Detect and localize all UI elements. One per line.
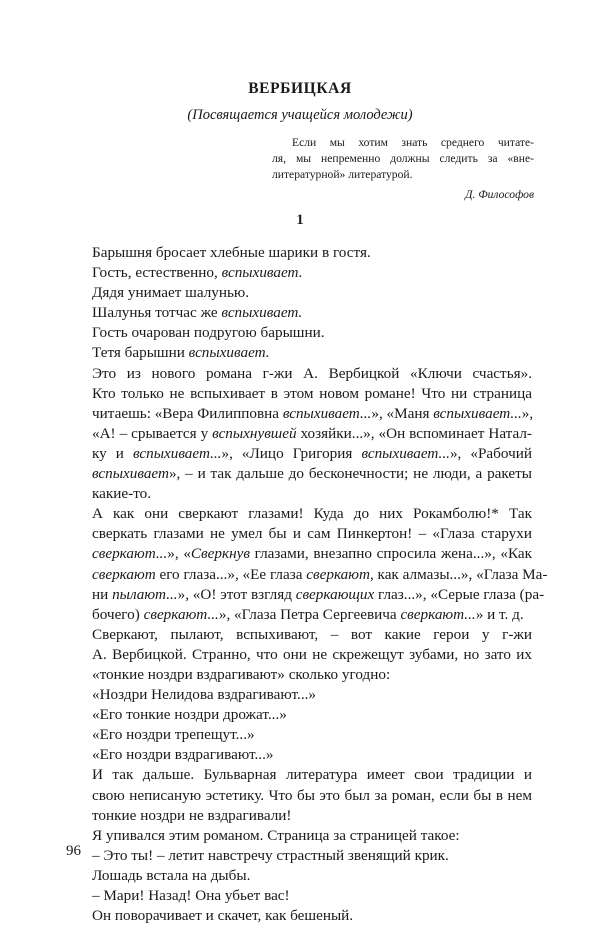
- text-line: [92, 645, 532, 665]
- text-line: [92, 585, 545, 605]
- text-fragment: Я упивался этим романом. Страница за страницей такое:: [92, 826, 460, 844]
- text-line: [92, 384, 532, 404]
- text-fragment: », «Рабочий: [449, 444, 532, 462]
- text-fragment: ни: [92, 585, 113, 603]
- text-fragment: »,: [521, 404, 534, 422]
- italic-fragment: сверкают...: [92, 545, 168, 563]
- text-fragment: свою неписаную эстетику. Что бы это был за роман, если бы в нем: [92, 786, 532, 804]
- text-fragment: », – и так дальше до бесконечности; не люди, а ракеты: [168, 465, 532, 483]
- italic-fragment: вспыхивает...: [282, 404, 372, 422]
- text-line: [92, 323, 532, 343]
- text-line: [92, 705, 532, 725]
- chapter-title: ВЕРБИЦКАЯ: [248, 80, 352, 97]
- epigraph: [272, 135, 534, 183]
- text-fragment: Тетя барышни: [92, 344, 189, 362]
- text-fragment: глазами, внезапно спросила жена...», «Как: [249, 545, 532, 563]
- italic-fragment: вспыхивает...: [433, 404, 522, 422]
- italic-fragment: вспыхивает: [92, 465, 169, 483]
- text-fragment: И так дальше. Бульварная литература имеет свои традиции и: [92, 766, 532, 784]
- text-fragment: «Его ноздри трепещут...»: [92, 726, 255, 744]
- text-line: [92, 685, 532, 705]
- text-line: [92, 424, 532, 444]
- text-fragment: бочего): [92, 605, 144, 623]
- text-line: [92, 765, 532, 785]
- text-fragment: », «Глаза Петра Сергеевича: [218, 605, 401, 623]
- italic-fragment: Сверкнув: [190, 545, 250, 563]
- text-fragment: , как алмазы...», «Глаза Ма-: [369, 565, 548, 583]
- italic-fragment: вспыхивает.: [221, 304, 303, 322]
- text-fragment: », «: [167, 545, 191, 563]
- text-fragment: А. Вербицкой. Странно, что они не скрежещут зубами, но зато их: [92, 645, 532, 663]
- italic-fragment: вспыхивает.: [188, 344, 270, 362]
- text-line: [92, 846, 532, 866]
- text-line: [92, 565, 548, 585]
- text-fragment: какие-то.: [92, 485, 152, 503]
- text-line: [92, 544, 532, 564]
- text-line: [92, 745, 532, 765]
- italic-fragment: вспыхивает...: [361, 444, 450, 462]
- body-text: [92, 243, 548, 926]
- text-line: [92, 826, 532, 846]
- text-fragment: Он поворачивает и скачет, как бешеный.: [92, 907, 354, 925]
- text-fragment: Сверкают, пылают, вспыхивают, – вот какие герои у г-жи: [92, 625, 532, 643]
- text-line: [92, 444, 532, 464]
- text-fragment: «А! – срывается у: [92, 424, 213, 442]
- text-fragment: читаешь: «Вера Филипповна: [92, 404, 283, 422]
- text-line: [92, 303, 532, 323]
- text-line: [92, 725, 532, 745]
- epigraph-line: ля, мы непременно должны следить за «вне-: [272, 152, 534, 165]
- page-number: 96: [66, 843, 81, 859]
- text-line: [92, 786, 532, 806]
- text-fragment: «Его ноздри вздрагивают...»: [92, 746, 274, 764]
- text-line: [92, 504, 532, 524]
- italic-fragment: вспыхивает...: [132, 444, 222, 462]
- text-fragment: тонкие ноздри не вздрагивали!: [92, 806, 292, 824]
- text-fragment: Это из нового романа г-жи А. Вербицкой «Ключи счастья».: [92, 364, 532, 382]
- text-line: [92, 806, 532, 826]
- italic-fragment: сверкают...: [400, 605, 476, 623]
- text-line: [92, 665, 532, 685]
- text-line: [92, 364, 532, 384]
- epigraph-line: литературной» литературой.: [272, 168, 413, 181]
- text-fragment: – Мари! Назад! Она убьет вас!: [92, 887, 290, 904]
- text-fragment: Гость очарован подругою барышни.: [92, 324, 325, 342]
- italic-fragment: сверкают: [306, 565, 370, 583]
- text-fragment: «Его тонкие ноздри дрожат...»: [92, 706, 287, 724]
- text-fragment: » и т. д.: [475, 605, 524, 623]
- text-fragment: хозяйки...», «Он вспоминает Натал-: [296, 424, 532, 442]
- text-fragment: Шалунья тотчас же: [92, 304, 222, 322]
- dedication-subtitle: (Посвящается учащейся молодежи): [187, 107, 413, 123]
- text-fragment: Гость, естественно,: [92, 264, 222, 282]
- italic-fragment: вспыхивает.: [221, 264, 303, 282]
- text-fragment: «Ноздри Нелидова вздрагивают...»: [92, 686, 317, 704]
- text-fragment: А как они сверкают глазами! Куда до них Рокамболю!* Так: [92, 505, 532, 523]
- text-fragment: », «О! этот взгляд: [177, 585, 296, 603]
- text-line: [92, 524, 532, 544]
- epigraph-line: Если мы хотим знать среднего читате-: [292, 136, 534, 149]
- text-line: [92, 866, 532, 886]
- text-fragment: его глаза...», «Ее глаза: [155, 565, 307, 583]
- text-fragment: Лошадь встала на дыбы.: [92, 866, 251, 884]
- text-fragment: Кто только не вспыхивает в этом новом романе! Что ни страница: [92, 384, 532, 402]
- text-fragment: ку и: [92, 444, 133, 462]
- text-fragment: », «Маня: [371, 404, 434, 422]
- text-line: [92, 404, 532, 424]
- text-line: [92, 263, 532, 283]
- text-line: [92, 625, 532, 645]
- text-line: [92, 484, 532, 504]
- text-line: [92, 886, 532, 906]
- italic-fragment: сверкают: [92, 565, 156, 583]
- epigraph-author: Д. Философов: [465, 188, 534, 201]
- text-fragment: Дядя унимает шалунью.: [92, 284, 250, 302]
- text-line: [92, 283, 532, 303]
- text-fragment: глаз...», «Серые глаза (ра-: [374, 585, 545, 603]
- italic-fragment: сверкают...: [143, 605, 219, 623]
- text-fragment: Барышня бросает хлебные шарики в гостя.: [92, 244, 371, 261]
- text-fragment: – Это ты! – летит навстречу страстный звенящий крик.: [92, 846, 449, 864]
- text-fragment: «тонкие ноздри вздрагивают» сколько угодно:: [92, 665, 391, 683]
- text-line: [92, 906, 532, 926]
- italic-fragment: сверкающих: [295, 585, 375, 603]
- section-number: 1: [296, 212, 304, 228]
- text-line: [92, 243, 532, 263]
- text-fragment: сверкать глазами не умел бы и сам Пинкертон! – «Глаза старухи: [92, 525, 532, 543]
- text-line: [92, 343, 532, 363]
- text-line: [92, 464, 532, 484]
- italic-fragment: пылают...: [112, 585, 178, 603]
- italic-fragment: вспыхнувшей: [212, 424, 297, 442]
- text-fragment: », «Лицо Григория: [221, 444, 362, 462]
- text-line: [92, 605, 532, 625]
